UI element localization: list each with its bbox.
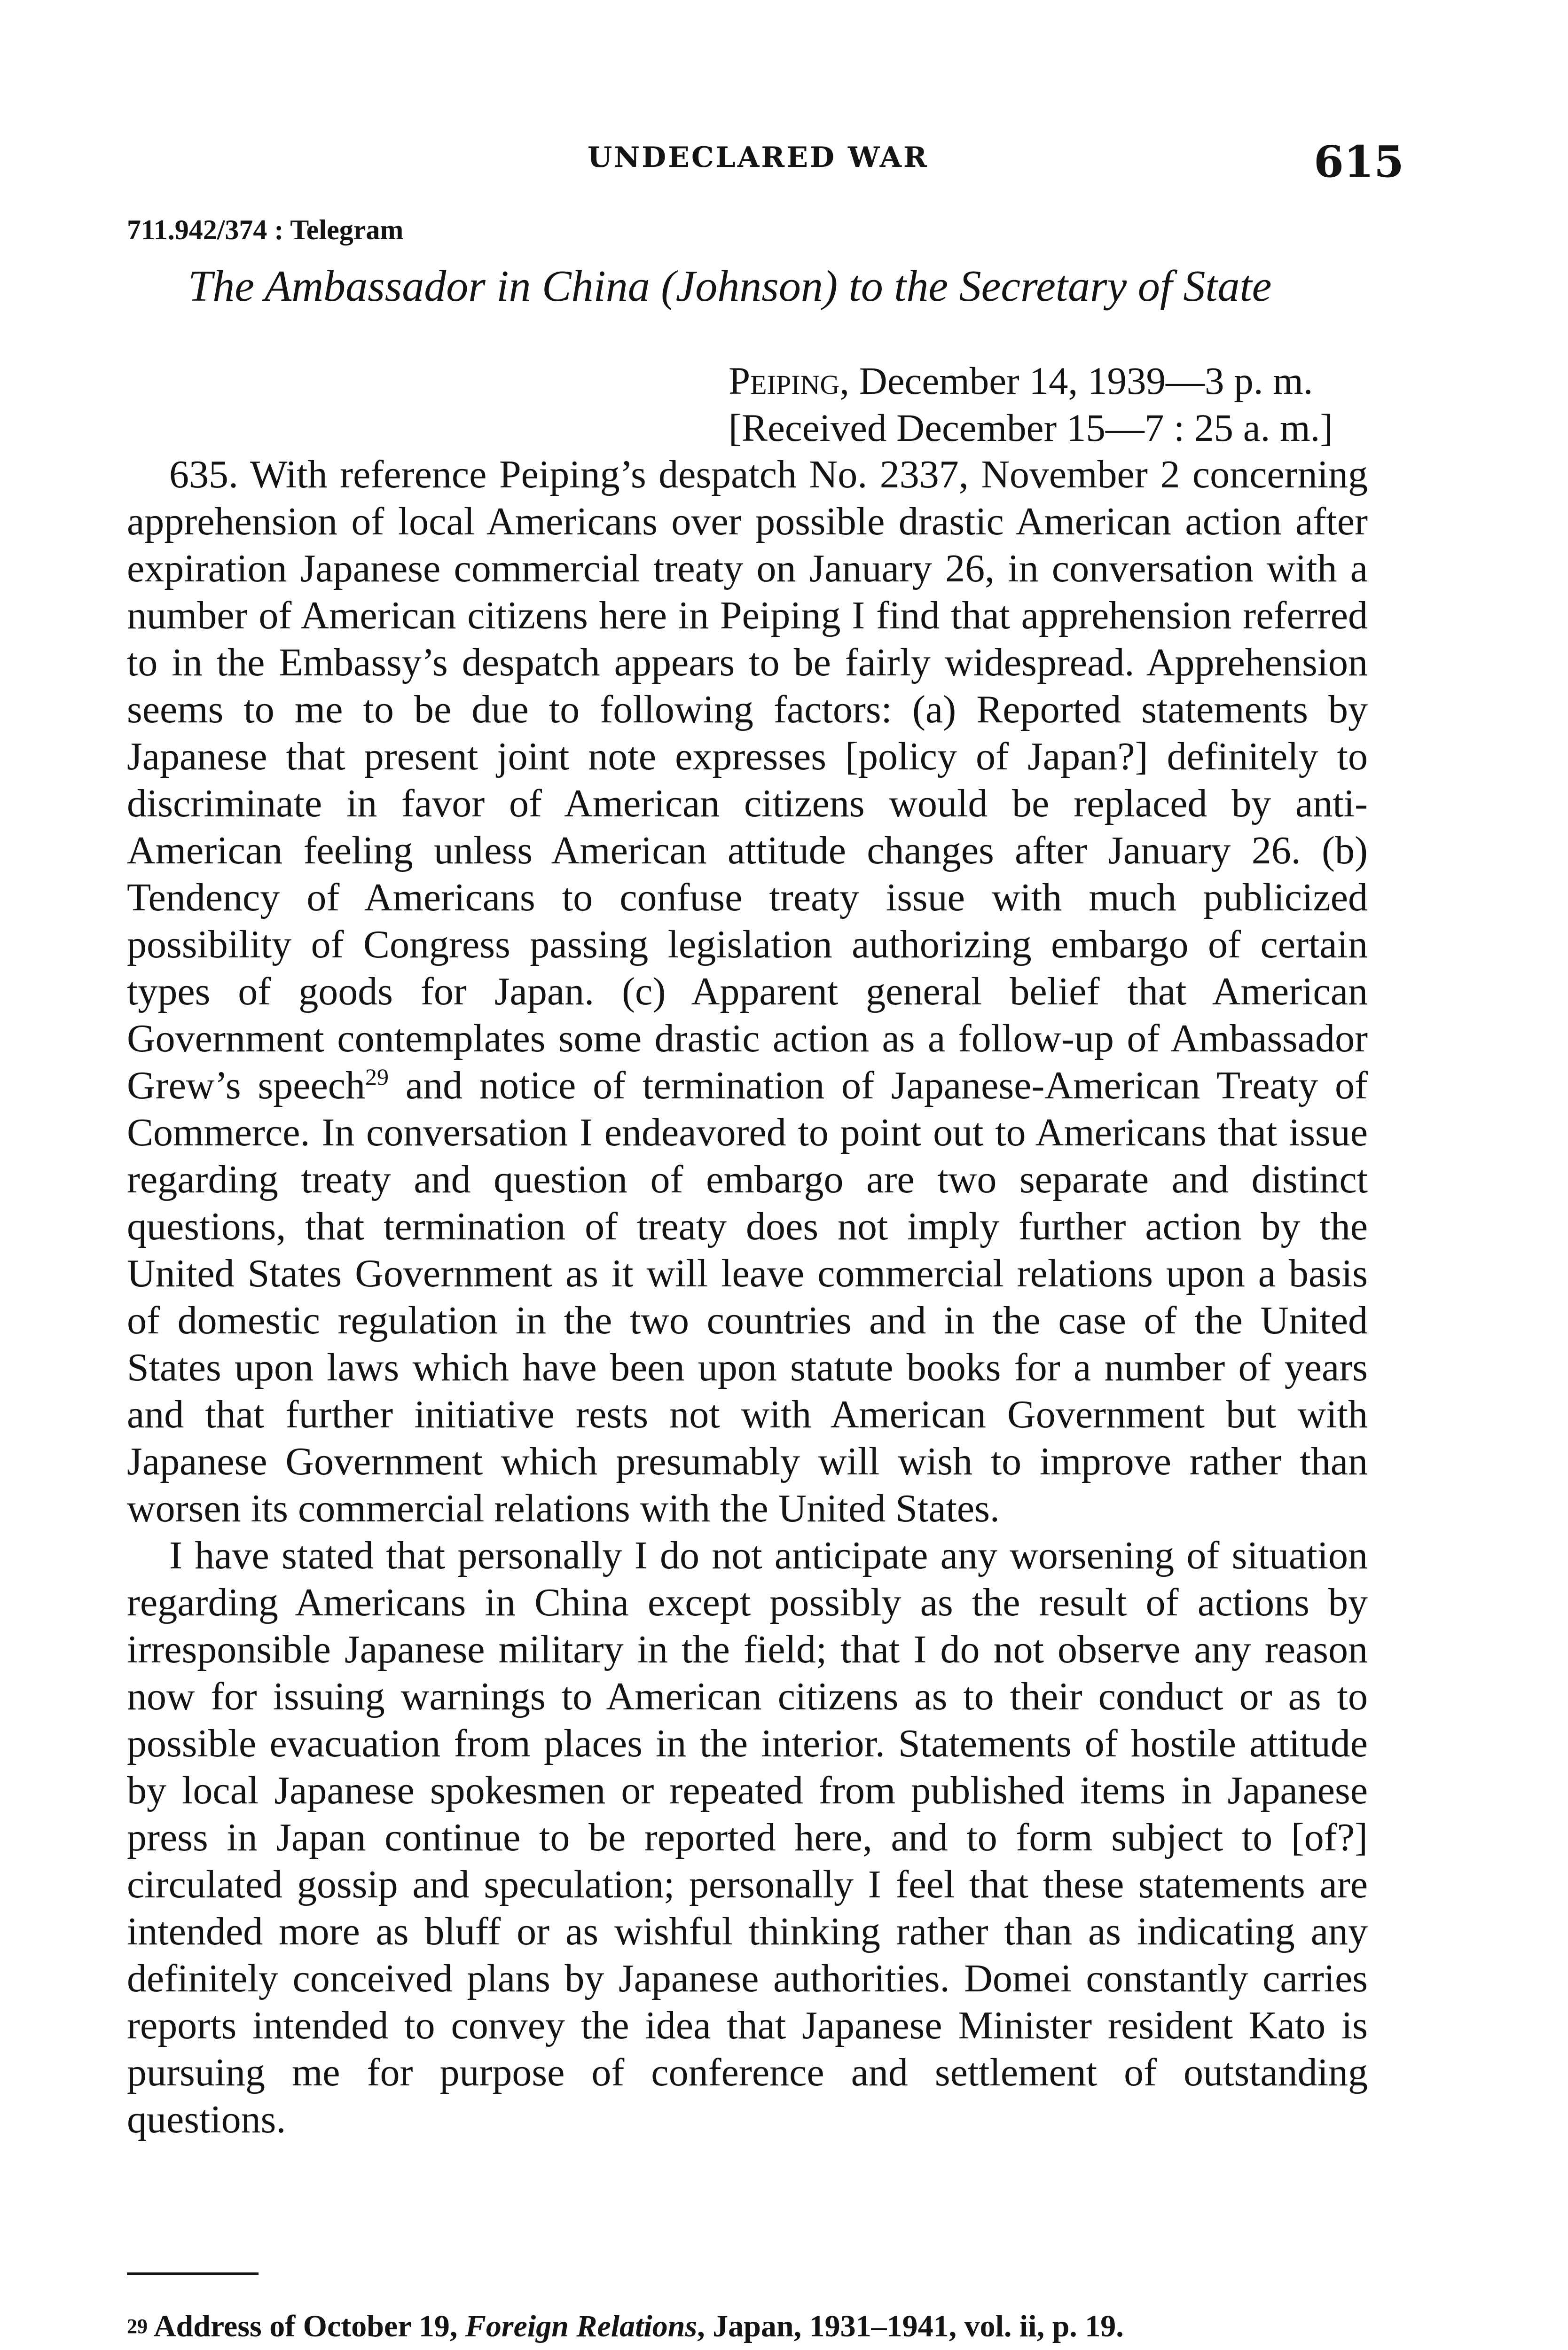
running-head: [0, 136, 1568, 193]
dateline-sent: [729, 357, 1462, 404]
running-head-title: UNDECLARED WAR: [588, 141, 929, 174]
dateline-date: , December 14, 1939—3 p. m.: [839, 359, 1313, 402]
file-reference: 711.942/374 : Telegram: [127, 214, 404, 245]
dateline-place: Peiping: [729, 359, 840, 402]
body-paragraph-1: [127, 451, 1368, 1532]
telegram-body: [127, 451, 1368, 2143]
document-heading: The Ambassador in China (Johnson) to the Secretary of State: [188, 262, 1272, 311]
footnote-text-before: Address of October 19,: [153, 2309, 465, 2343]
footnote-title: Foreign Relations: [465, 2309, 698, 2343]
footnote-divider: [127, 2272, 259, 2275]
footnote-text-after: , Japan, 1931–1941, vol. ii, p. 19.: [697, 2309, 1124, 2343]
paragraph-1-text-b: and notice of termination of Japanese-American Treaty of Commerce. In conversation I endeavored to point out to Americans that issue regarding treaty and question of embargo are two separate and distinct questions, that termination of treaty does not imply further action by the United States Government as it will leave commercial relations upon a basis of domestic regulation in the two countries and in the case of the United States upon laws which have been upon statute books for a number of years and that further initiative rests not with American Government but with Japanese Government which presumably will wish to improve rather than worsen its commercial relations with the United States.: [127, 1064, 1368, 1530]
footnote-reference: 29: [365, 1064, 389, 1090]
footnote: [127, 2308, 1368, 2345]
dateline-received: [Received December 15—7 : 25 a. m.]: [729, 406, 1333, 449]
footnote-marker: 29: [127, 2315, 148, 2338]
paragraph-1-text-a: 635. With reference Peiping’s despatch No. 2337, November 2 concerning apprehension of local Americans over possible drastic American action after expiration Japanese commercial treaty on January 26, in conversation with a number of American citizens here in Peiping I find that apprehension referred to in the Embassy’s despatch appears to be fairly widespread. Apprehension seems to me to be due to following factors: (a) Reported statements by Japanese that present joint note expresses [policy of Japan?] definitely to discriminate in favor of American citizens would be replaced by anti-American feeling unless American attitude changes after January 26. (b) Tendency of Americans to confuse treaty issue with much publicized possibility of Congress passing legislation authorizing embargo of certain types of goods for Japan. (c) Apparent general belief that American Government contemplates some drastic action as a follow-up of Ambassador Grew’s speech: [127, 453, 1368, 1107]
body-paragraph-2: I have stated that personally I do not anticipate any worsening of situation regarding Americans in China except possibly as the result of actions by irresponsible Japanese military in the field; that I do not observe any reason now for issuing warnings to American citizens as to their conduct or as to possible evacuation from places in the interior. Statements of hostile attitude by local Japanese spokesmen or repeated from published items in Japanese press in Japan continue to be reported here, and to form subject to [of?] circulated gossip and speculation; personally I feel that these statements are intended more as bluff or as wishful thinking rather than as indicating any definitely conceived plans by Japanese authorities. Domei constantly carries reports intended to convey the idea that Japanese Minister resident Kato is pursuing me for purpose of conference and settlement of outstanding questions.: [127, 1534, 1368, 2141]
dateline: [729, 357, 1462, 451]
page-number: 615: [1314, 136, 1404, 187]
